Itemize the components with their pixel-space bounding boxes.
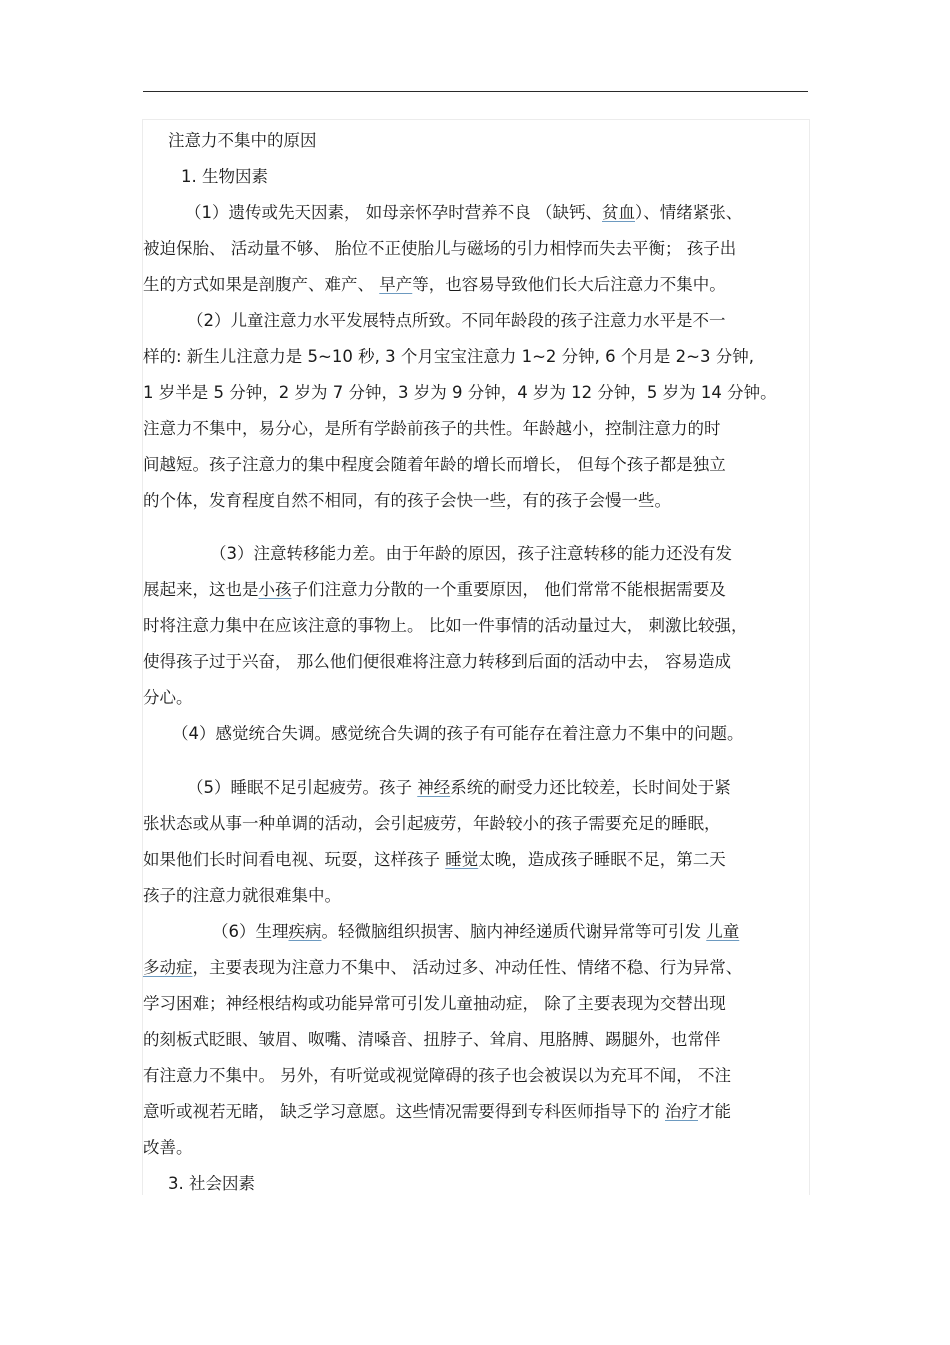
paragraph-line: （4）感觉统合失调。感觉统合失调的孩子有可能存在着注意力不集中的问题。 [172,724,744,743]
paragraph-line: 改善。 [143,1138,193,1157]
section-heading-social: 3. 社会因素 [168,1174,255,1193]
paragraph-line: （6）生理疾病。轻微脑组织损害、脑内神经递质代谢异常等可引发 儿童 [212,922,740,941]
paragraph-line: 生的方式如果是剖腹产、难产、 早产等，也容易导致他们长大后注意力不集中。 [143,275,726,294]
paragraph-line: 样的: 新生儿注意力是 5~10 秒, 3 个月宝宝注意力 1~2 分钟, 6 个月是 2~3 分钟, [143,347,754,366]
paragraph-line: 多动症，主要表现为注意力不集中、 活动过多、冲动任性、情绪不稳、行为异常、 [143,958,743,977]
doc-title: 注意力不集中的原因 [168,131,317,150]
link-child-adhd-part2[interactable]: 多动症 [143,958,193,977]
paragraph-line: （5）睡眠不足引起疲劳。孩子 神经系统的耐受力还比较差，长时间处于紧 [187,778,731,797]
paragraph-line: 如果他们长时间看电视、玩耍，这样孩子 睡觉太晚，造成孩子睡眠不足，第二天 [143,850,726,869]
paragraph-line: 有注意力不集中。 另外，有听觉或视觉障碍的孩子也会被误以为充耳不闻， 不注 [143,1066,731,1085]
paragraph-line: （1）遗传或先天因素， 如母亲怀孕时营养不良 （缺钙、贫血）、情绪紧张、 [185,203,743,222]
paragraph-line: 间越短。孩子注意力的集中程度会随着年龄的增长而增长， 但每个孩子都是独立 [143,455,726,474]
link-premature-birth[interactable]: 早产 [379,275,413,294]
paragraph-line: 学习困难；神经根结构或功能异常可引发儿童抽动症， 除了主要表现为交替出现 [143,994,726,1013]
paragraph-line: （2）儿童注意力水平发展特点所致。不同年龄段的孩子注意力水平是不一 [187,311,726,330]
header-rule [143,91,808,92]
link-anemia[interactable]: 贫血 [602,203,635,222]
paragraph-line: 张状态或从事一种单调的活动，会引起疲劳，年龄较小的孩子需要充足的睡眠， [143,814,721,833]
paragraph-line: 时将注意力集中在应该注意的事物上。 比如一件事情的活动量过大， 刺激比较强， [143,616,748,635]
link-sleep[interactable]: 睡觉 [445,850,479,869]
paragraph-line: 使得孩子过于兴奋， 那么他们便很难将注意力转移到后面的活动中去， 容易造成 [143,652,731,671]
paragraph-line: 分心。 [143,688,193,707]
paragraph-line: 的刻板式眨眼、皱眉、呶嘴、清嗓音、扭脖子、耸肩、甩胳膊、踢腿外，也常伴 [143,1030,721,1049]
paragraph-line: 的个体，发育程度自然不相同，有的孩子会快一些，有的孩子会慢一些。 [143,491,671,510]
paragraph-line: 被迫保胎、 活动量不够、 胎位不正使胎儿与磁场的引力相悖而失去平衡； 孩子出 [143,239,737,258]
link-child-adhd-part1[interactable]: 儿童 [706,922,740,941]
paragraph-line: 展起来，这也是小孩子们注意力分散的一个重要原因， 他们常常不能根据需要及 [143,580,726,599]
section-heading-biological: 1. 生物因素 [181,167,268,186]
paragraph-line: 1 岁半是 5 分钟，2 岁为 7 分钟，3 岁为 9 分钟，4 岁为 12 分钟，5 岁为 14 分钟。 [143,383,777,402]
link-treatment[interactable]: 治疗 [665,1102,698,1121]
link-nerve[interactable]: 神经 [417,778,451,797]
paragraph-line: （3）注意转移能力差。由于年龄的原因，孩子注意转移的能力还没有发 [210,544,732,563]
link-child[interactable]: 小孩 [258,580,292,599]
link-disease[interactable]: 疾病 [288,922,322,941]
paragraph-line: 孩子的注意力就很难集中。 [143,886,341,905]
paragraph-line: 意听或视若无睹， 缺乏学习意愿。这些情况需要得到专科医师指导下的 治疗才能 [143,1102,731,1121]
paragraph-line: 注意力不集中，易分心，是所有学龄前孩子的共性。年龄越小，控制注意力的时 [143,419,721,438]
